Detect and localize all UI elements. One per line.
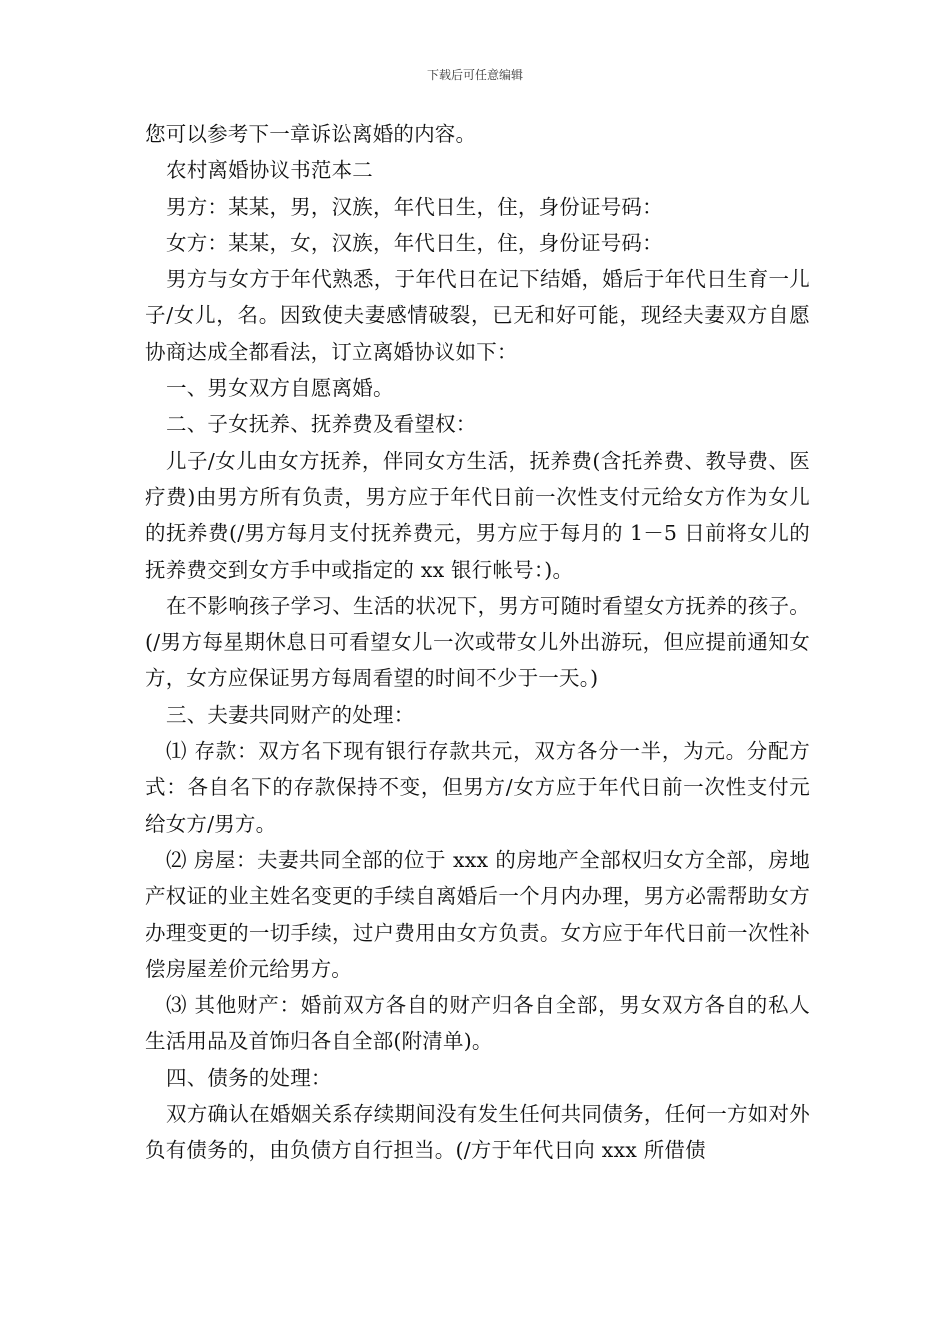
page-header-note: 下载后可任意编辑 bbox=[426, 68, 523, 82]
document-body bbox=[145, 116, 810, 1169]
clause-heading: 一、男女双方自愿离婚。 bbox=[166, 376, 394, 401]
clause-heading: 四、债务的处理： bbox=[166, 1065, 332, 1090]
paragraph: 在不影响孩子学习、生活的状况下，男方可随时看望女方抚养的孩子。(/男方每星期休息日可看望女儿一次或带女儿外出游玩，但应提前通知女方，女方应保证男方每周看望的时间不少于一天。) bbox=[145, 593, 810, 691]
paragraph: 女方：某某，女，汉族，年代日生，住，身份证号码： bbox=[166, 230, 663, 255]
clause-heading: 二、子女抚养、抚养费及看望权： bbox=[166, 412, 477, 437]
section-title: 农村离婚协议书范本二 bbox=[166, 158, 373, 183]
paragraph: 您可以参考下一章诉讼离婚的内容。 bbox=[145, 122, 477, 146]
clause-heading: 三、夫妻共同财产的处理： bbox=[166, 702, 415, 727]
paragraph: 儿子/女儿由女方抚养，伴同女方生活，抚养费(含托养费、教导费、医疗费)由男方所有负责，男方应于年代日前一次性支付元给女方作为女儿的抚养费(/男方每月支付抚养费元，男方应于每月的 1－5 日前将女儿的抚养费交到女方手中或指定的 xx 银行帐号：)。 bbox=[145, 448, 810, 582]
paragraph: ⑴ 存款：双方名下现有银行存款共元，双方各分一半，为元。分配方式：各自名下的存款保持不变，但男方/女方应于年代日前一次性支付元给女方/男方。 bbox=[145, 739, 810, 836]
paragraph: 男方：某某，男，汉族，年代日生，住，身份证号码： bbox=[166, 194, 663, 219]
paragraph: 男方与女方于年代熟悉，于年代日在记下结婚，婚后于年代日生育一儿子/女儿，名。因致使夫妻感情破裂，已无和好可能，现经夫妻双方自愿协商达成全都看法，订立离婚协议如下： bbox=[145, 267, 810, 364]
paragraph: ⑶ 其他财产：婚前双方各自的财产归各自全部，男女双方各自的私人生活用品及首饰归各自全部(附清单)。 bbox=[145, 993, 810, 1054]
paragraph: 双方确认在婚姻关系存续期间没有发生任何共同债务，任何一方如对外负有债务的，由负债方自行担当。(/方于年代日向 xxx 所借债 bbox=[145, 1102, 810, 1163]
paragraph: ⑵ 房屋：夫妻共同全部的位于 xxx 的房地产全部权归女方全部，房地产权证的业主姓名变更的手续自离婚后一个月内办理，男方必需帮助女方办理变更的一切手续，过户费用由女方负责。女方应于年代日前一次性补偿房屋差价元给男方。 bbox=[145, 847, 810, 981]
